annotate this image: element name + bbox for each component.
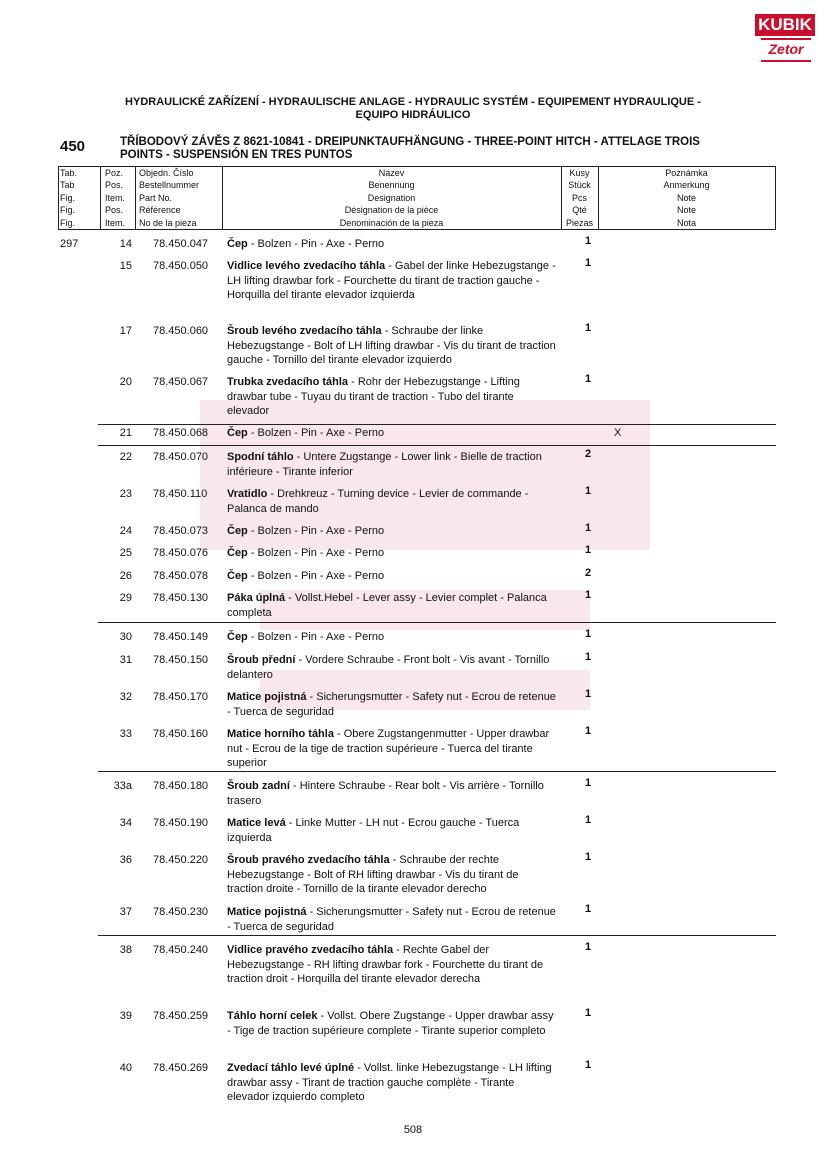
part-name-translations: - Hintere Schraube - Rear bolt - Vis arrière - Tornillo trasero <box>227 780 544 807</box>
part-name-czech: Matice horního táhla <box>227 728 334 740</box>
item-position: 14 <box>119 238 132 250</box>
part-name-czech: Šroub zadní <box>227 780 290 792</box>
quantity: 1 <box>585 941 592 953</box>
part-description <box>227 905 557 934</box>
col-divider <box>58 166 59 230</box>
part-description <box>227 630 557 645</box>
chapter-header-line1: HYDRAULICKÉ ZAŘÍZENÍ - HYDRAULISCHE ANLAGE - HYDRAULIC SYSTÉM - EQUIPEMENT HYDRAULIQUE - <box>125 96 701 108</box>
group-rule <box>98 622 776 623</box>
part-name-czech: Táhlo horní celek <box>227 1010 318 1022</box>
item-position: 26 <box>119 570 132 582</box>
part-number: 78.450.269 <box>153 1062 209 1074</box>
item-position: 38 <box>119 944 132 956</box>
quantity: 1 <box>585 544 592 556</box>
col-header-poz <box>105 167 125 229</box>
item-position: 39 <box>119 1010 132 1022</box>
section-title-line1: TŘÍBODOVÝ ZÁVĚS Z 8621-10841 - DREIPUNKTAUFHÄNGUNG - THREE-POINT HITCH - ATTELAGE TROIS <box>120 136 700 148</box>
part-description <box>227 524 557 539</box>
quantity: 1 <box>585 725 592 737</box>
part-name-czech: Šroub pravého zvedacího táhla <box>227 854 390 866</box>
col-header-line: Benennung <box>368 180 415 191</box>
part-number: 78.450.073 <box>153 525 209 537</box>
item-position: 23 <box>119 488 132 500</box>
part-name-translations: - Sicherungsmutter - Safety nut - Ecrou de retenue - Tuerca de seguridad <box>227 691 556 718</box>
part-number: 78.450.170 <box>153 691 209 703</box>
note: X <box>614 427 622 439</box>
col-header-line: Note <box>676 205 696 216</box>
part-description <box>227 1009 557 1038</box>
part-description <box>227 375 557 419</box>
part-number: 78.450.190 <box>153 817 209 829</box>
quantity: 1 <box>585 851 592 863</box>
col-header-line: Poz. <box>105 168 124 178</box>
col-header-line: No de la pieza <box>139 217 197 228</box>
part-description <box>227 1061 557 1105</box>
part-description <box>227 853 557 897</box>
col-header-line: Piezas <box>565 217 593 228</box>
part-number: 78.450.240 <box>153 944 209 956</box>
part-name-czech: Zvedací táhlo levé úplné <box>227 1062 355 1074</box>
part-name-translations: - Schraube der linke Hebezugstange - Bolt of LH lifting drawbar - Vis du tirant de traction gauche - Tornillo del tirante elevador izquierdo <box>227 325 556 366</box>
col-header-tab <box>60 167 77 229</box>
part-description <box>227 653 557 682</box>
col-header-line: Pcs <box>571 192 587 203</box>
part-number: 78.450.060 <box>153 325 209 337</box>
quantity: 1 <box>585 777 592 789</box>
col-header-line: Nota <box>676 217 696 228</box>
col-header-line: Designation <box>367 192 416 203</box>
item-position: 29 <box>119 592 132 604</box>
part-name-czech: Matice pojistná <box>227 691 307 703</box>
col-header-line: Note <box>676 192 696 203</box>
part-name-translations: - Sicherungsmutter - Safety nut - Ecrou de retenue - Tuerca de seguridad <box>227 906 556 933</box>
part-name-czech: Trubka zvedacího táhla <box>227 376 349 388</box>
group-rule <box>98 771 776 772</box>
item-position: 33 <box>119 728 132 740</box>
part-number: 78.450.150 <box>153 654 209 666</box>
col-divider <box>100 166 101 230</box>
part-description <box>227 426 557 441</box>
col-header-qty <box>561 167 598 229</box>
part-name-translations: - Bolzen - Pin - Axe - Perno <box>247 631 385 643</box>
col-header-line: Tab. <box>60 168 78 178</box>
quantity: 1 <box>585 651 592 663</box>
part-name-translations: - Vordere Schraube - Front bolt - Vis avant - Tornillo delantero <box>227 654 550 681</box>
col-header-line: Désignation de la pièce <box>344 205 439 216</box>
col-header-line: Anmerkung <box>663 180 710 191</box>
col-header-line: Item. <box>105 217 126 228</box>
col-header-line: Poznámka <box>665 168 708 178</box>
part-name-czech: Čep <box>227 570 248 582</box>
part-description <box>227 779 557 808</box>
part-name-czech: Vidlice pravého zvedacího táhla <box>227 944 394 956</box>
col-header-line: Qté <box>572 205 587 216</box>
part-name-translations: - Bolzen - Pin - Axe - Perno <box>247 570 385 582</box>
part-name-czech: Čep <box>227 238 248 250</box>
col-header-line: Tab <box>60 180 75 191</box>
col-header-line: Stück <box>568 180 591 191</box>
item-position: 25 <box>119 547 132 559</box>
col-divider <box>135 166 136 230</box>
quantity: 1 <box>585 1059 592 1071</box>
part-name-translations: - Untere Zugstange - Lower link - Bielle de traction inférieure - Tirante inferior <box>227 451 542 478</box>
part-number: 78.450.220 <box>153 854 209 866</box>
part-description <box>227 816 557 845</box>
quantity: 1 <box>585 322 592 334</box>
group-rule <box>98 445 776 446</box>
section-title-line2: POINTS - SUSPENSIÓN EN TRES PUNTOS <box>120 149 353 161</box>
quantity: 2 <box>585 567 592 579</box>
quantity: 1 <box>585 373 592 385</box>
part-name-translations: - Rechte Gabel der Hebezugstange - RH lifting drawbar fork - Fourchette du tirant de traction droit - Horquilla del tirante elevador derecha <box>227 944 544 985</box>
col-header-line: Pos. <box>105 205 124 216</box>
item-position: 31 <box>119 654 132 666</box>
col-header-line: Fig. <box>60 192 76 203</box>
quantity: 1 <box>585 235 592 247</box>
item-position: 33a <box>113 780 132 792</box>
part-name-czech: Spodní táhlo <box>227 451 294 463</box>
part-name-translations: - Bolzen - Pin - Axe - Perno <box>247 547 385 559</box>
part-number: 78.450.047 <box>153 238 209 250</box>
part-description <box>227 324 557 368</box>
item-position: 22 <box>119 451 132 463</box>
part-name-translations: - Schraube der rechte Hebezugstange - Bolt of RH lifting drawbar - Vis du tirant de traction droite - Tornillo de la tirante elevador derecho <box>227 854 519 895</box>
logo-sub: Zetor <box>761 38 811 62</box>
chapter-header <box>60 96 766 122</box>
part-name-translations: - Bolzen - Pin - Axe - Perno <box>247 238 385 250</box>
col-header-part <box>139 167 199 229</box>
item-position: 15 <box>119 260 132 272</box>
item-position: 21 <box>119 427 132 439</box>
col-header-line: Objedn. Číslo <box>139 168 194 178</box>
item-position: 34 <box>119 817 132 829</box>
part-name-translations: - Linke Mutter - LH nut - Ecrou gauche - Tuerca izquierda <box>227 817 520 844</box>
quantity: 1 <box>585 688 592 700</box>
part-name-translations: - Vollst. Obere Zugstange - Upper drawbar assy - Tige de traction supérieure complete - Tirante superior completo <box>227 1010 554 1037</box>
part-name-translations: - Vollst.Hebel - Lever assy - Levier complet - Palanca completa <box>227 592 547 619</box>
table-header-rule <box>58 229 776 230</box>
quantity: 1 <box>585 903 592 915</box>
part-number: 78.450.149 <box>153 631 209 643</box>
part-name-czech: Matice pojistná <box>227 906 307 918</box>
quantity: 1 <box>585 257 592 269</box>
group-rule <box>98 935 776 936</box>
col-header-line: Référence <box>139 205 181 216</box>
part-name-czech: Čep <box>227 631 248 643</box>
tab-number: 297 <box>60 238 79 250</box>
col-header-line: Fig. <box>60 217 76 228</box>
col-header-line: Fig. <box>60 205 76 216</box>
part-number: 78.450.050 <box>153 260 209 272</box>
part-description <box>227 690 557 719</box>
col-header-note <box>598 167 775 229</box>
part-number: 78.450.076 <box>153 547 209 559</box>
col-header-line: Pos. <box>105 180 124 191</box>
part-number: 78.450.067 <box>153 376 209 388</box>
col-header-line: Item. <box>105 192 126 203</box>
part-description <box>227 943 557 987</box>
item-position: 40 <box>119 1062 132 1074</box>
col-header-line: Bestellnummer <box>139 180 200 191</box>
part-number: 78.450.110 <box>153 488 208 500</box>
part-description <box>227 259 557 303</box>
part-name-czech: Vidlice levého zvedacího táhla <box>227 260 386 272</box>
col-header-line: Denominación de la pieza <box>339 217 444 228</box>
part-number: 78.450.078 <box>153 570 209 582</box>
quantity: 1 <box>585 628 592 640</box>
part-number: 78.450.259 <box>153 1010 209 1022</box>
part-number: 78.450.180 <box>153 780 209 792</box>
group-rule <box>98 424 776 425</box>
part-name-translations: - Bolzen - Pin - Axe - Perno <box>247 525 385 537</box>
part-number: 78.450.130 <box>153 592 209 604</box>
quantity: 1 <box>585 485 592 497</box>
part-description <box>227 591 557 620</box>
quantity: 1 <box>585 1007 592 1019</box>
quantity: 1 <box>585 589 592 601</box>
part-description <box>227 569 557 584</box>
part-name-czech: Čep <box>227 525 248 537</box>
part-name-czech: Páka úplná <box>227 592 286 604</box>
part-name-translations: - Gabel der linke Hebezugstange - LH lifting drawbar fork - Fourchette du tirant de traction gauche - Horquilla del tirante elevador izquierda <box>227 260 556 301</box>
item-position: 37 <box>119 906 132 918</box>
part-number: 78.450.160 <box>153 728 209 740</box>
col-divider <box>775 166 776 230</box>
part-number: 78.450.068 <box>153 427 209 439</box>
part-name-translations: - Obere Zugstangenmutter - Upper drawbar nut - Ecrou de la tige de traction supérieure - Tuerca del tirante superior <box>227 728 550 769</box>
part-name-czech: Šroub levého zvedacího táhla <box>227 325 382 337</box>
col-header-line: Kusy <box>569 168 590 178</box>
part-name-translations: - Rohr der Hebezugstange - Lifting drawbar tube - Tuyau du tirant de traction - Tubo del tirante elevador <box>227 376 520 417</box>
quantity: 1 <box>585 814 592 826</box>
kubik-zetor-logo <box>755 14 815 64</box>
item-position: 32 <box>119 691 132 703</box>
quantity: 2 <box>585 448 592 460</box>
part-number: 78.450.070 <box>153 451 209 463</box>
section-number: 450 <box>60 138 86 155</box>
section-title <box>120 136 770 162</box>
col-header-name <box>222 167 561 229</box>
part-name-translations: - Vollst. linke Hebezugstange - LH lifting drawbar assy - Tirant de traction gauche complète - Tirante elevador izquierdo completo <box>227 1062 552 1103</box>
part-description <box>227 237 557 252</box>
col-header-line: Název <box>378 168 405 178</box>
logo-brand: KUBIK <box>755 14 815 36</box>
part-name-czech: Čep <box>227 427 248 439</box>
part-name-translations: - Drehkreuz - Turning device - Levier de commande - Palanca de mando <box>227 488 529 515</box>
part-description <box>227 727 557 771</box>
item-position: 24 <box>119 525 132 537</box>
item-position: 36 <box>119 854 132 866</box>
col-header-line: Part No. <box>139 192 173 203</box>
page-number: 508 <box>403 1124 423 1136</box>
chapter-header-line2: EQUIPO HIDRÁULICO <box>355 109 471 121</box>
part-description <box>227 450 557 479</box>
item-position: 20 <box>119 376 132 388</box>
part-name-translations: - Bolzen - Pin - Axe - Perno <box>247 427 385 439</box>
item-position: 17 <box>119 325 132 337</box>
part-number: 78.450.230 <box>153 906 209 918</box>
part-description <box>227 546 557 561</box>
item-position: 30 <box>119 631 132 643</box>
part-name-czech: Čep <box>227 547 248 559</box>
part-name-czech: Šroub přední <box>227 654 296 666</box>
part-name-czech: Vratidlo <box>227 488 268 500</box>
part-name-czech: Matice levá <box>227 817 286 829</box>
quantity: 1 <box>585 522 592 534</box>
part-description <box>227 487 557 516</box>
